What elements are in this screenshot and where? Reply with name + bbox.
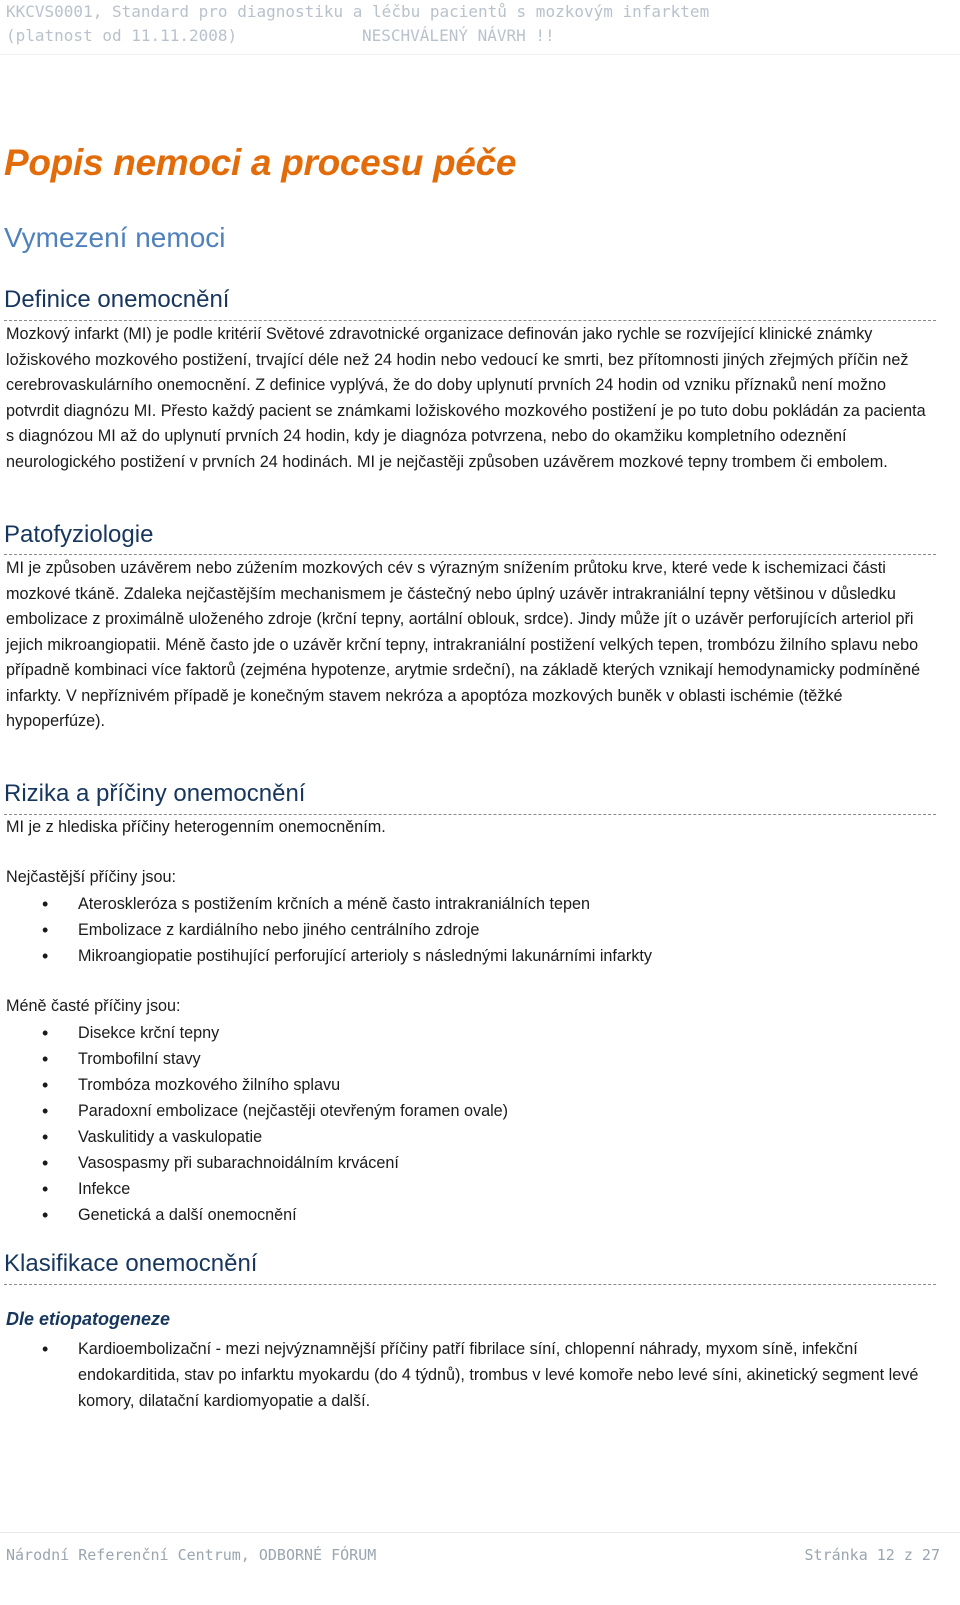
footer-organization: Národní Referenční Centrum, ODBORNÉ FÓRUM	[6, 1546, 377, 1564]
header-draft-notice: NESCHVÁLENÝ NÁVRH !!	[362, 26, 555, 45]
list-item: • Mikroangiopatie postihující perforující arterioly s následnými lakunárními infarkty	[6, 943, 936, 969]
page-title: Popis nemoci a procesu péče	[4, 142, 517, 183]
paragraph-patofyziologie: MI je způsoben uzávěrem nebo zúžením mozkových cév s výrazným snížením průtoku krve, které vede k ischemizaci části mozkové tkáně. Zdaleka nejčastějším mechanismem je částečný nebo úplný uzávěr intrakraniální tepny většinou v důsledku embolizace z proximálně uloženého zdroje (krční tepny, aortální oblouk, srdce). Jindy může jít o uzávěr perforujících arteriol při jejich mikroangiopatii. Méně často jde o uzávěr krční tepny, intrakraniální postižení velkých tepen, trombózu žilního splavu nebo případně kombinaci více faktorů (zejména hypotenze, arytmie srdeční), na základě kterých vznikají hemodynamicky podmíněné infarkty. V nepříznivém případě je konečným stavem nekróza a apoptóza mozkových buněk v oblasti ischémie (těžké hypoperfúze).	[6, 559, 921, 730]
list-item: • Embolizace z kardiálního nebo jiného centrálního zdroje	[6, 917, 936, 943]
section-heading-vymezeni: Vymezení nemoci	[4, 222, 226, 253]
heading-divider	[4, 814, 936, 815]
rare-causes-label: Méně časté příčiny jsou:	[6, 997, 181, 1015]
heading-klasifikace: Klasifikace onemocnění	[4, 1250, 258, 1277]
footer-page-number: Stránka 12 z 27	[804, 1546, 940, 1564]
heading-divider	[4, 554, 936, 555]
list-item: • Infekce	[6, 1176, 936, 1202]
common-causes-label: Nejčastější příčiny jsou:	[6, 868, 177, 886]
heading-patofyziologie: Patofyziologie	[4, 521, 154, 548]
heading-divider	[4, 320, 936, 321]
list-item: • Ateroskleróza s postižením krčních a méně často intrakraniálních tepen	[6, 891, 936, 917]
heading-definice: Definice onemocnění	[4, 286, 230, 313]
header-validity: (platnost od 11.11.2008)	[6, 26, 238, 45]
header-divider	[0, 54, 960, 55]
header-document-title: KKCVS0001, Standard pro diagnostiku a léčbu pacientů s mozkovým infarktem	[6, 2, 710, 21]
list-item: • Vaskulitidy a vaskulopatie	[6, 1124, 936, 1150]
list-item: • Vasospasmy při subarachnoidálním krvácení	[6, 1150, 936, 1176]
heading-divider	[4, 1284, 936, 1285]
rizika-intro: MI je z hlediska příčiny heterogenním onemocněním.	[6, 818, 386, 836]
klasifikace-list	[6, 1336, 936, 1414]
list-item: • Trombofilní stavy	[6, 1046, 936, 1072]
list-item: • Trombóza mozkového žilního splavu	[6, 1072, 936, 1098]
list-item: • Paradoxní embolizace (nejčastěji otevřeným foramen ovale)	[6, 1098, 936, 1124]
list-item: • Kardioembolizační - mezi nejvýznamnější příčiny patří fibrilace síní, chlopenní náhrady, myxom síně, infekční endokarditida, stav po infarktu myokardu (do 4 týdnů), trombus v levé komoře nebo levé síni, akinetický segment levé komory, dilatační kardiomyopatie a další.	[6, 1336, 936, 1414]
footer-divider	[0, 1532, 960, 1533]
common-causes-list	[6, 891, 936, 969]
paragraph-definice: Mozkový infarkt (MI) je podle kritérií Světové zdravotnické organizace definován jako rychle se rozvíjející klinické známky ložiskového mozkového postižení, trvající déle než 24 hodin nebo vedoucí ke smrti, bez přítomnosti jiných zřejmých příčin než cerebrovaskulárního onemocnění. Z definice vyplývá, že do doby uplynutí prvních 24 hodin od vzniku příznaků není možno potvrdit diagnózu MI. Přesto každý pacient se známkami ložiskového mozkového postižení je po tuto dobu pokládán za pacienta s diagnózou MI až do uplynutí prvních 24 hodin, kdy je diagnóza potvrzena, nebo do okamžiku kompletního odeznění neurologického postižení v prvních 24 hodinách. MI je nejčastěji způsoben uzávěrem mozkové tepny trombem či embolem.	[6, 325, 926, 471]
rare-causes-list	[6, 1020, 936, 1228]
subheading-etiopatogeneze: Dle etiopatogeneze	[6, 1309, 171, 1329]
page-header	[6, 0, 936, 48]
list-item: • Genetická a další onemocnění	[6, 1202, 936, 1228]
list-item: • Disekce krční tepny	[6, 1020, 936, 1046]
heading-rizika: Rizika a příčiny onemocnění	[4, 780, 306, 807]
